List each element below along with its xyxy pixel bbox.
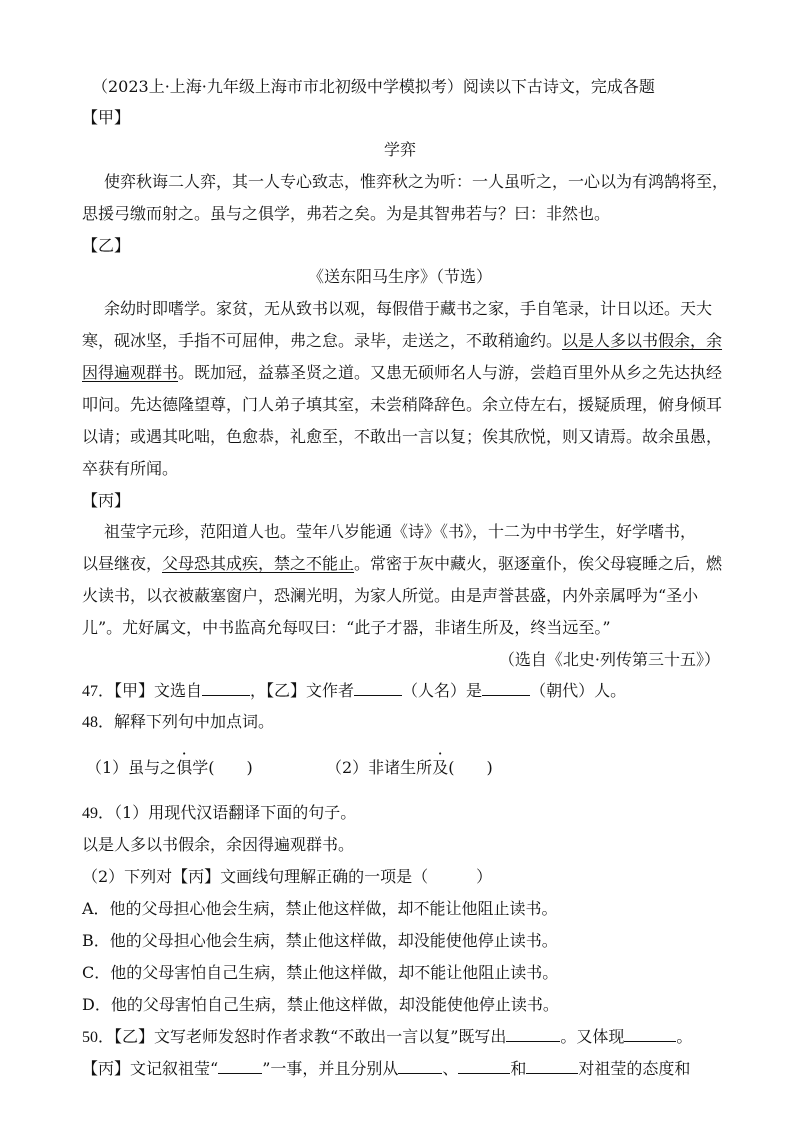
question-50-text-a: 【乙】文写老师发怒时作者求教“不敢出一言以复”既写出	[114, 1027, 507, 1046]
question-50-text-d: 【丙】文记叙祖莹“	[82, 1059, 219, 1078]
yi-paragraph-line-4: 叩问。先达德隆望尊，门人弟子填其室，未尝稍降辞色。余立侍左右，援疑质理，俯身倾耳	[82, 395, 723, 414]
question-47-text-a: 【甲】文选自	[114, 681, 203, 700]
option-d[interactable]: D．他的父母害怕自己生病，禁止他这样做，却没能使他停止读书。	[82, 995, 559, 1014]
answer-blank-50-5[interactable]	[458, 1058, 510, 1074]
answer-blank-50-3[interactable]	[218, 1058, 262, 1074]
bing-paragraph-line-3: 火读书，以衣被蔽塞窗户，恐澜光明，为家人所觉。由是声誉甚盛，内外亲属呼为“圣小	[82, 586, 699, 605]
section-label-bing: 【丙】	[82, 491, 131, 510]
question-50-line-1	[82, 1026, 692, 1049]
underlined-sentence-part-1: 以是人多以书假余，余	[562, 331, 723, 350]
yi-paragraph-line-3	[82, 362, 722, 384]
question-50-text-h: 对祖莹的态度和	[578, 1059, 691, 1078]
question-47	[82, 680, 626, 703]
answer-blank-50-4[interactable]	[398, 1058, 442, 1074]
question-48-item-2	[326, 757, 493, 779]
yi-line2-text: 寒，砚冰坚，手指不可屈伸，弗之怠。录毕，走送之，不敢稍逾约。	[82, 331, 563, 350]
question-50-text-c: 。	[676, 1027, 693, 1046]
answer-blank-47-3[interactable]	[482, 680, 530, 696]
bing-paragraph-line-2	[82, 553, 722, 575]
question-48-number: 48．	[82, 714, 115, 731]
question-47-number: 47．	[82, 683, 115, 700]
source-header: （2023上·上海·九年级上海市市北初级中学模拟考）阅读以下古诗文，完成各题	[92, 77, 655, 96]
answer-blank-50-6[interactable]	[526, 1058, 578, 1074]
section-label-jia: 【甲】	[82, 108, 131, 127]
yi-paragraph-line-2	[82, 330, 722, 352]
option-b[interactable]: B．他的父母担心他会生病，禁止他这样做，却没能使他停止读书。	[82, 931, 558, 950]
section-label-yi: 【乙】	[82, 236, 131, 255]
item-2-answer-slot[interactable]: ( )	[448, 758, 493, 777]
question-49-sub2: （2）下列对【丙】文画线句理解正确的一项是（ ）	[82, 867, 493, 886]
question-50-number: 50．	[82, 1029, 115, 1046]
question-48-text: 解释下列句中加点词。	[114, 712, 275, 731]
jia-paragraph-line-1: 使弈秋诲二人弈，其一人专心致志，惟弈秋之为听：一人虽听之，一心以为有鸿鹄将至，	[104, 172, 729, 191]
question-50-line-2	[82, 1058, 690, 1080]
bing-underlined-sentence: 父母恐其成疾，禁之不能止	[162, 554, 355, 573]
question-49-number: 49．	[82, 805, 115, 822]
answer-blank-47-2[interactable]	[354, 680, 402, 696]
bing-line2-text-b: 。常密于灰中藏火，驱逐童仆，俟父母寝睡之后，燃	[354, 554, 723, 573]
question-50-text-e: ”一事，并且分别从	[262, 1059, 399, 1078]
bing-source-citation: （选自《北史·列传第三十五》）	[498, 650, 720, 669]
question-50-text-b: 。又体现	[560, 1027, 625, 1046]
bing-line2-text-a: 以昼继夜，	[82, 554, 163, 573]
question-50-text-f: 、	[442, 1059, 459, 1078]
title-songdongyang: 《送东阳马生序》（节选）	[307, 267, 492, 286]
jia-paragraph-line-2: 思援弓缴而射之。虽与之俱学，弗若之矣。为是其智弗若与？曰：非然也。	[82, 204, 611, 223]
underlined-sentence-part-2: 因得遍观群书	[82, 363, 179, 382]
question-49-sub1: （1）用现代汉语翻译下面的句子。	[114, 803, 357, 822]
option-a[interactable]: A．他的父母担心他会生病，禁止他这样做，却不能让他阻止读书。	[82, 899, 558, 918]
dotted-word-ju: 俱	[176, 758, 193, 777]
option-c[interactable]: C．他的父母害怕自己生病，禁止他这样做，却不能让他阻止读书。	[82, 963, 559, 982]
yi-paragraph-line-1: 余幼时即嗜学。家贫，无从致书以观，每假借于藏书之家，手自笔录，计日以还。天大	[104, 299, 713, 318]
question-48-item-1	[86, 757, 253, 779]
question-47-text-d: （朝代）人。	[530, 681, 627, 700]
item-2-text: （2）非诸生所	[326, 758, 433, 777]
question-47-text-c: （人名）是	[402, 681, 483, 700]
item-1-answer-slot[interactable]: 学( )	[192, 758, 253, 777]
answer-blank-50-2[interactable]	[624, 1026, 676, 1042]
question-48	[82, 711, 274, 734]
yi-line3-text: 。既加冠，益慕圣贤之道。又患无硕师名人与游，尝趋百里外从乡之先达执经	[178, 363, 723, 382]
yi-paragraph-line-5: 以请；或遇其叱咄，色愈恭，礼愈至，不敢出一言以复；俟其欣悦，则又请焉。故余虽愚，	[82, 427, 723, 446]
item-1-text: （1）虽与之	[86, 758, 177, 777]
answer-blank-50-1[interactable]	[506, 1026, 560, 1042]
bing-paragraph-line-1: 祖莹字元珍，范阳道人也。莹年八岁能通《诗》《书》，十二为中书学生，好学嗜书，	[104, 522, 697, 541]
question-49	[82, 802, 356, 825]
yi-paragraph-line-6: 卒获有所闻。	[82, 459, 179, 478]
title-xueyi: 学弈	[383, 140, 416, 159]
dotted-word-ji: 及	[432, 758, 449, 777]
translation-sentence: 以是人多以书假余，余因得遍观群书。	[82, 835, 355, 854]
question-50-text-g: 和	[510, 1059, 527, 1078]
answer-blank-47-1[interactable]	[202, 680, 250, 696]
bing-paragraph-line-4: 儿”。尤好属文，中书监高允每叹曰：“此子才器，非诸生所及，终当远至。”	[82, 618, 611, 637]
question-47-text-b: ，【乙】文作者	[250, 681, 355, 700]
